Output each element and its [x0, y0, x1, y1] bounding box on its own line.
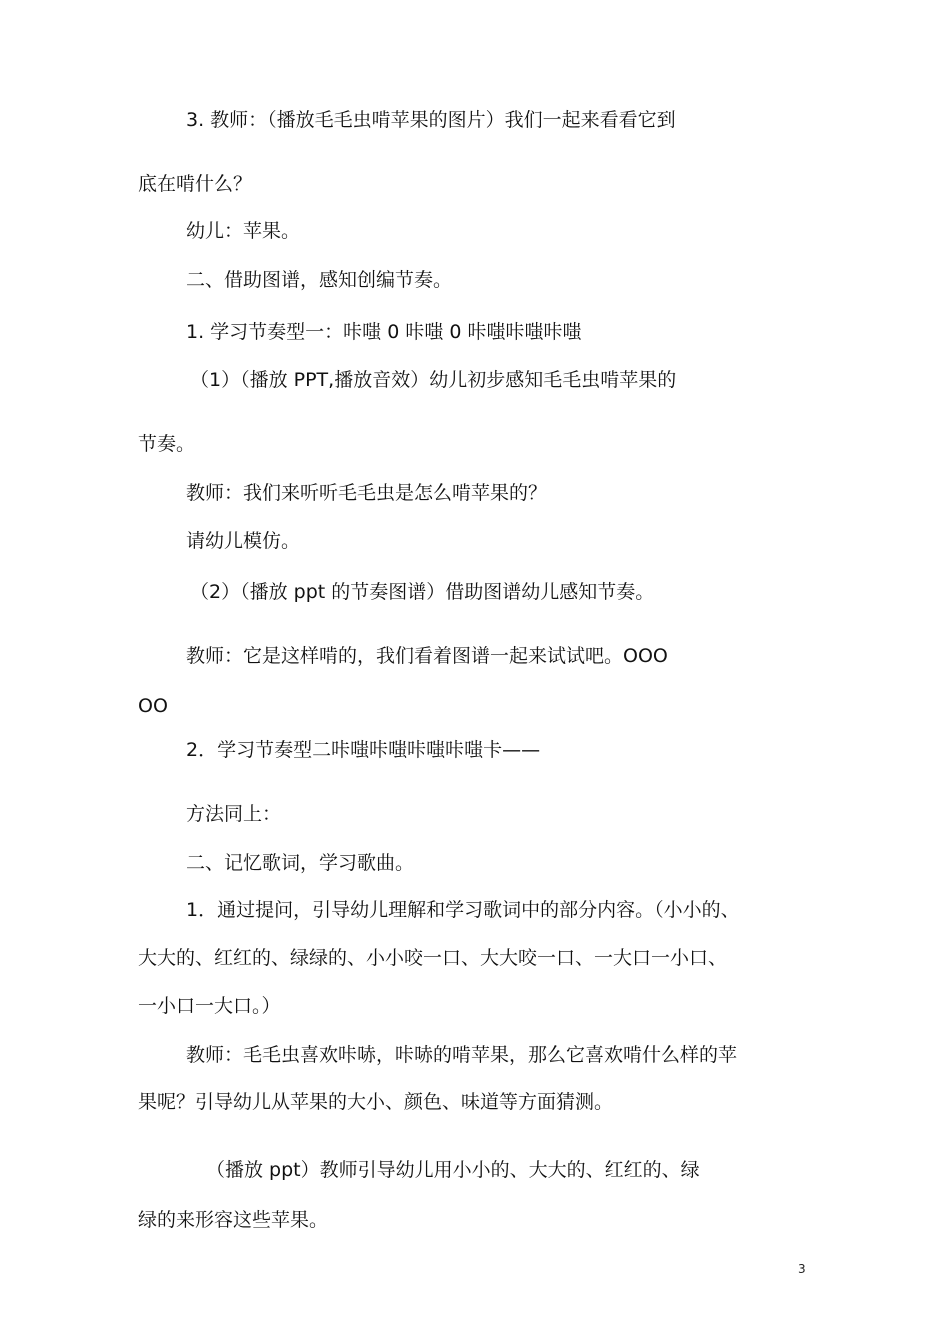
paragraph-line: OO: [138, 695, 168, 717]
page-number: 3: [798, 1262, 806, 1276]
subsection-heading: 2．学习节奏型二咔嗤咔嗤咔嗤咔嗤卡——: [186, 739, 541, 761]
paragraph-line: 教师：我们来听听毛毛虫是怎么啃苹果的？: [186, 482, 548, 504]
paragraph-line: 大大的、红红的、绿绿的、小小咬一口、大大咬一口、一大口一小口、: [138, 947, 728, 969]
paragraph-line: 教师：毛毛虫喜欢咔哧，咔哧的啃苹果，那么它喜欢啃什么样的苹: [186, 1044, 738, 1066]
paragraph-line: 绿的来形容这些苹果。: [138, 1209, 329, 1231]
paragraph-line: 节奏。: [138, 433, 196, 455]
paragraph-line: 3. 教师：（播放毛毛虫啃苹果的图片）我们一起来看看它到: [186, 109, 676, 131]
section-heading: 二、借助图谱，感知创编节奏。: [186, 269, 453, 291]
paragraph-line: 1．通过提问，引导幼儿理解和学习歌词中的部分内容。（小小的、: [186, 899, 740, 921]
paragraph-line: 教师：它是这样啃的，我们看着图谱一起来试试吧。OOO: [186, 645, 668, 667]
paragraph-line: 一小口一大口。）: [138, 995, 281, 1017]
paragraph-line: 底在啃什么？: [138, 173, 253, 195]
section-heading: 二、记忆歌词，学习歌曲。: [186, 852, 415, 874]
paragraph-line: 请幼儿模仿。: [186, 530, 301, 552]
subsection-heading: 1. 学习节奏型一：咔嗤 0 咔嗤 0 咔嗤咔嗤咔嗤: [186, 321, 582, 343]
paragraph-line: 方法同上：: [186, 803, 282, 825]
paragraph-line: （1）（播放 PPT,播放音效）幼儿初步感知毛毛虫啃苹果的: [190, 369, 677, 391]
paragraph-line: （播放 ppt）教师引导幼儿用小小的、大大的、红红的、绿: [206, 1159, 700, 1181]
paragraph-line: 幼儿：苹果。: [186, 220, 301, 242]
paragraph-line: （2）（播放 ppt 的节奏图谱）借助图谱幼儿感知节奏。: [190, 581, 655, 603]
paragraph-line: 果呢？引导幼儿从苹果的大小、颜色、味道等方面猜测。: [138, 1091, 614, 1113]
